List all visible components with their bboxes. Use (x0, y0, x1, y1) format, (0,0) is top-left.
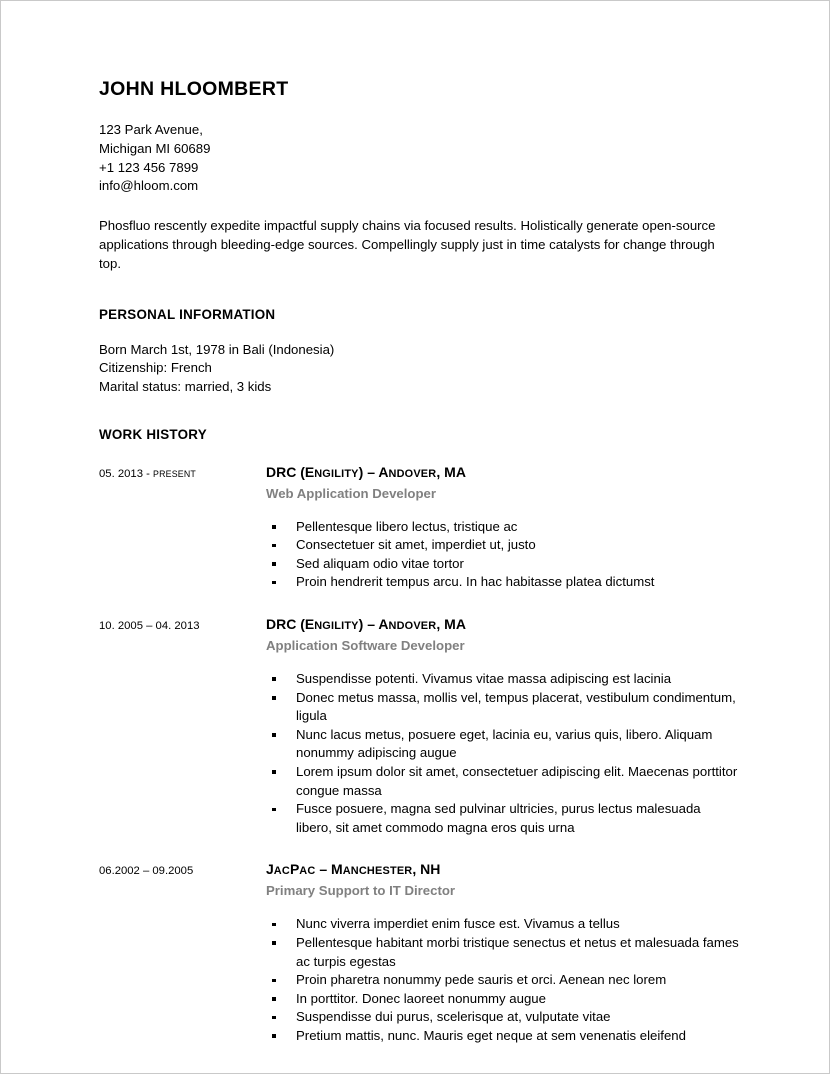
job-company-part: AC (273, 865, 290, 878)
job-company-part: , MA (436, 615, 466, 632)
job-dates (99, 616, 266, 634)
personal-information-section (99, 307, 739, 397)
personal-information-line: Citizenship: French (99, 360, 212, 376)
job-company-part: DRC ( (266, 463, 305, 480)
job-main-column (266, 464, 739, 503)
job-company-part: ) – (358, 463, 379, 480)
job-header-row (99, 616, 739, 655)
job-bullet: In porttitor. Donec laoreet nonummy augue (266, 990, 739, 1009)
job-main-column (266, 861, 739, 900)
job-bullet: Lorem ipsum dolor sit amet, consectetuer adipiscing elit. Maecenas porttitor congue massa (266, 763, 739, 800)
work-history-entry (99, 861, 739, 1045)
job-company-part: P (289, 861, 300, 878)
personal-information-lines (99, 341, 739, 397)
job-bullet: Sed aliquam odio vitae tortor (266, 555, 739, 574)
job-header-row (99, 861, 739, 900)
job-company-part: A (378, 615, 389, 632)
work-history-entry (99, 464, 739, 592)
contact-line: +1 123 456 7899 (99, 159, 199, 175)
work-history-section (99, 427, 739, 1046)
job-bullet: Suspendisse dui purus, scelerisque at, vulputate vitae (266, 1008, 739, 1027)
summary-paragraph: Phosfluo rescently expedite impactful supply chains via focused results. Holistically generate open-source applications through bleeding-edge sources. Compellingly supply just in time catalysts for change through top. (99, 217, 716, 271)
job-title: Web Application Developer (266, 485, 437, 501)
personal-information-line: Marital status: married, 3 kids (99, 379, 272, 394)
contact-line: Michigan MI 60689 (99, 141, 211, 157)
job-company-part: A (378, 463, 389, 480)
job-bullet: Proin hendrerit tempus arcu. In hac habitasse platea dictumst (266, 573, 739, 592)
job-main-column (266, 616, 739, 655)
job-company-part: NGILITY (314, 619, 359, 632)
job-company-part: , MA (436, 463, 466, 480)
contact-block (99, 121, 739, 195)
job-bullet: Donec metus massa, mollis vel, tempus placerat, vestibulum condimentum, ligula (266, 689, 739, 726)
job-company-part: ) – (358, 615, 379, 632)
job-bullet-list (266, 518, 739, 592)
job-company-part: AC (299, 865, 316, 878)
work-history-entry (99, 616, 739, 837)
job-bullet: Proin pharetra nonummy pede sauris et orci. Aenean nec lorem (266, 971, 739, 990)
contact-line: info@hloom.com (99, 178, 199, 194)
job-bullet-list (266, 915, 739, 1045)
job-bullet: Nunc viverra imperdiet enim fusce est. Vivamus a tellus (266, 915, 739, 934)
job-bullet: Fusce posuere, magna sed pulvinar ultricies, purus lectus malesuada libero, sit amet commodo magna eros quis urna (266, 800, 739, 837)
job-company (266, 464, 739, 483)
personal-information-heading: PERSONAL INFORMATION (99, 306, 276, 322)
job-dates-main: 05. 2013 - (99, 467, 154, 480)
job-bullet: Pellentesque libero lectus, tristique ac (266, 518, 739, 537)
job-company-part: M (331, 861, 343, 878)
work-history-jobs (99, 464, 739, 1046)
page-title: JOHN HLOOMBERT (99, 78, 289, 100)
job-company (266, 616, 739, 635)
job-bullet: Consectetuer sit amet, imperdiet ut, justo (266, 536, 739, 555)
job-company-part: – (315, 861, 332, 878)
job-company (266, 861, 739, 880)
job-dates-main: 10. 2005 – 04. 2013 (99, 619, 200, 632)
job-company-part: NDOVER (388, 619, 437, 632)
job-dates-present: PRESENT (153, 468, 196, 479)
job-bullet: Pretium mattis, nunc. Mauris eget neque at sem venenatis eleifend (266, 1027, 739, 1046)
job-dates (99, 861, 266, 879)
contact-line: 123 Park Avenue, (99, 122, 203, 138)
job-header-row (99, 464, 739, 503)
job-dates-main: 06.2002 – 09.2005 (99, 865, 194, 878)
job-company-part: E (304, 615, 315, 632)
job-company-part: E (304, 463, 315, 480)
job-company-part: ANCHESTER (342, 865, 413, 878)
job-company-part: J (266, 861, 274, 878)
job-company-part: , NH (412, 861, 441, 878)
job-company-part: DRC ( (266, 615, 305, 632)
personal-information-line: Born March 1st, 1978 in Bali (Indonesia) (99, 341, 335, 357)
job-bullet: Nunc lacus metus, posuere eget, lacinia eu, varius quis, libero. Aliquam nonummy adipiscing augue (266, 726, 739, 763)
job-dates (99, 464, 266, 482)
resume-content (99, 79, 739, 1045)
work-history-heading: WORK HISTORY (99, 426, 207, 442)
job-title: Primary Support to IT Director (266, 883, 456, 899)
job-bullet: Pellentesque habitant morbi tristique senectus et netus et malesuada fames ac turpis egestas (266, 934, 739, 971)
job-bullet-list (266, 670, 739, 837)
job-bullet: Suspendisse potenti. Vivamus vitae massa adipiscing est lacinia (266, 670, 739, 689)
job-title: Application Software Developer (266, 637, 465, 653)
job-company-part: NGILITY (314, 467, 359, 480)
job-company-part: NDOVER (388, 467, 437, 480)
